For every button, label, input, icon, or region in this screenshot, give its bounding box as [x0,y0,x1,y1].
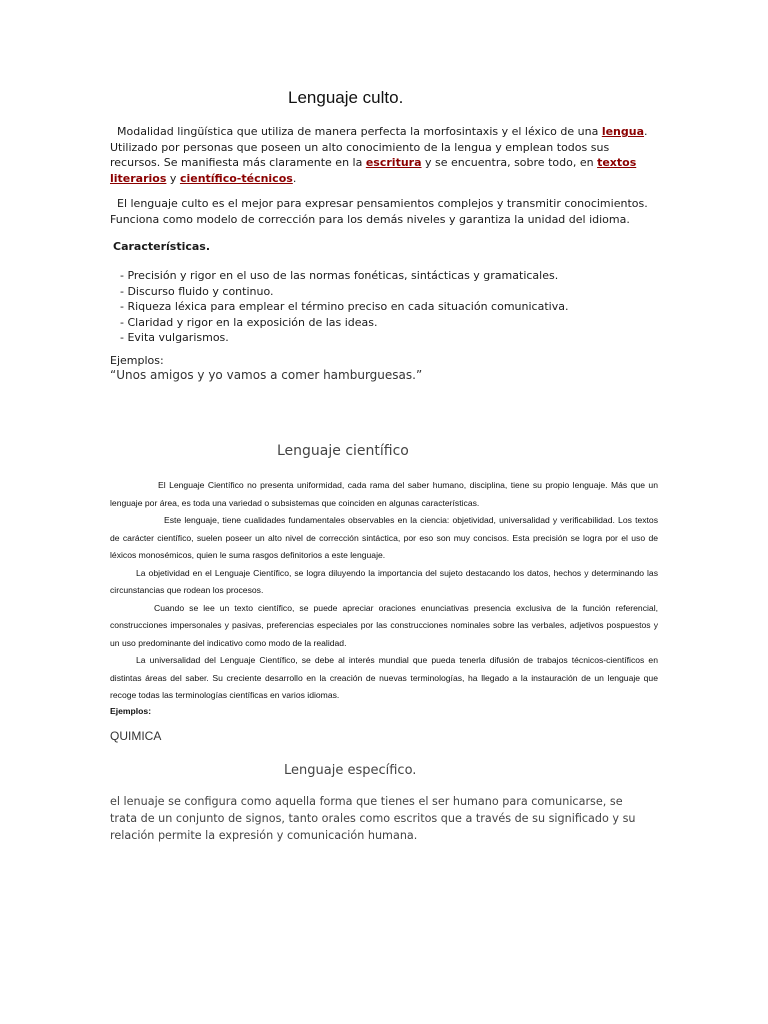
paragraph: La universalidad del Lenguaje Científico, se debe al interés mundial que pueda tenerla difusión de trabajos técnicos-científicos en distintas áreas del saber. Su creciente desarrollo en la creación de nuevas terminologías, ha llegado a la instauración de un lenguaje que recoge todas las terminologías científicas en varios idiomas. [110,655,658,700]
section-title-lenguaje-culto: Lenguaje culto. [288,88,404,107]
list-item: - Discurso fluido y continuo. [120,284,274,298]
paragraph: La objetividad en el Lenguaje Científico, se logra diluyendo la importancia del sujeto destacando los datos, hechos y determinando las circunstancias que rodean los procesos. [110,567,658,595]
text-fragment: . [292,171,297,185]
paragraph: Cuando se lee un texto científico, se puede apreciar oraciones enunciativas presencia exclusiva de la función referencial, construcciones impersonales y pasivas, preferencias especiales por las construcciones nominales sobre las verbales, adjetivos pospuestos y un uso predominante del indicativo como modo de la realidad. [110,602,658,648]
text-fragment: . Utilizado por personas que poseen un alto conocimiento de la lengua y emplean todos sus recursos. Se manifiesta más claramente en la [110,125,648,169]
link-textos-literarios[interactable]: textos literarios [110,156,637,185]
list-item: - Riqueza léxica para emplear el término preciso en cada situación comunicativa. [120,300,569,313]
paragraph-definition [110,124,650,186]
paragraph-specific-language: el lenuaje se configura como aquella forma que tienes el ser humano para comunicarse, se trata de un conjunto de signos, tanto orales como escritos que a través de su significado y su relación permite la expresión y comunicación humana. [110,795,636,842]
example-sentence: “Unos amigos y yo vamos a comer hamburguesas.” [110,368,423,382]
list-item: - Precisión y rigor en el uso de las normas fonéticas, sintácticas y gramaticales. [120,269,559,282]
list-item: - Claridad y rigor en la exposición de las ideas. [120,315,378,329]
paragraph: Este lenguaje, tiene cualidades fundamentales observables en la ciencia: objetividad, universalidad y verificabilidad. Los textos de carácter científico, suelen poseer un alto nivel de corrección sintáctica, por eso son muy concisos. Esta precisión se logra por el uso de léxicos monosémicos, quien le suma rasgos definitorios a este lenguaje. [110,515,658,560]
list-item: - Evita vulgarismos. [120,331,229,344]
examples-label: Ejemplos: [110,354,164,367]
characteristics-heading: Características. [113,240,211,253]
text-fragment: y se encuentra, sobre todo, en [421,156,598,169]
characteristics-list [120,268,568,346]
link-escritura[interactable]: escritura [365,156,422,169]
text-fragment: Modalidad lingüística que utiliza de manera perfecta la morfosintaxis y el léxico de una [110,125,602,138]
section-title-lenguaje-especifico: Lenguaje específico. [284,763,417,778]
paragraph-usage: El lenguaje culto es el mejor para expresar pensamientos complejos y transmitir conocimientos. Funciona como modelo de corrección para los demás niveles y garantiza la unidad del idioma. [110,197,652,226]
text-fragment: y [166,171,180,185]
section-title-lenguaje-cientifico: Lenguaje científico [277,443,409,459]
paragraph: El Lenguaje Científico no presenta uniformidad, cada rama del saber humano, disciplina, tiene su propio lenguaje. Más que un lenguaje por área, es toda una variedad o subsistemas que coinciden en algunas características. [110,480,658,508]
scientific-language-body [110,477,658,717]
example-quimica: QUIMICA [110,729,162,743]
examples-label: Ejemplos: [110,705,152,716]
link-cientifico-tecnicos[interactable]: científico-técnicos [179,171,293,185]
link-lengua[interactable]: lengua [601,125,645,138]
